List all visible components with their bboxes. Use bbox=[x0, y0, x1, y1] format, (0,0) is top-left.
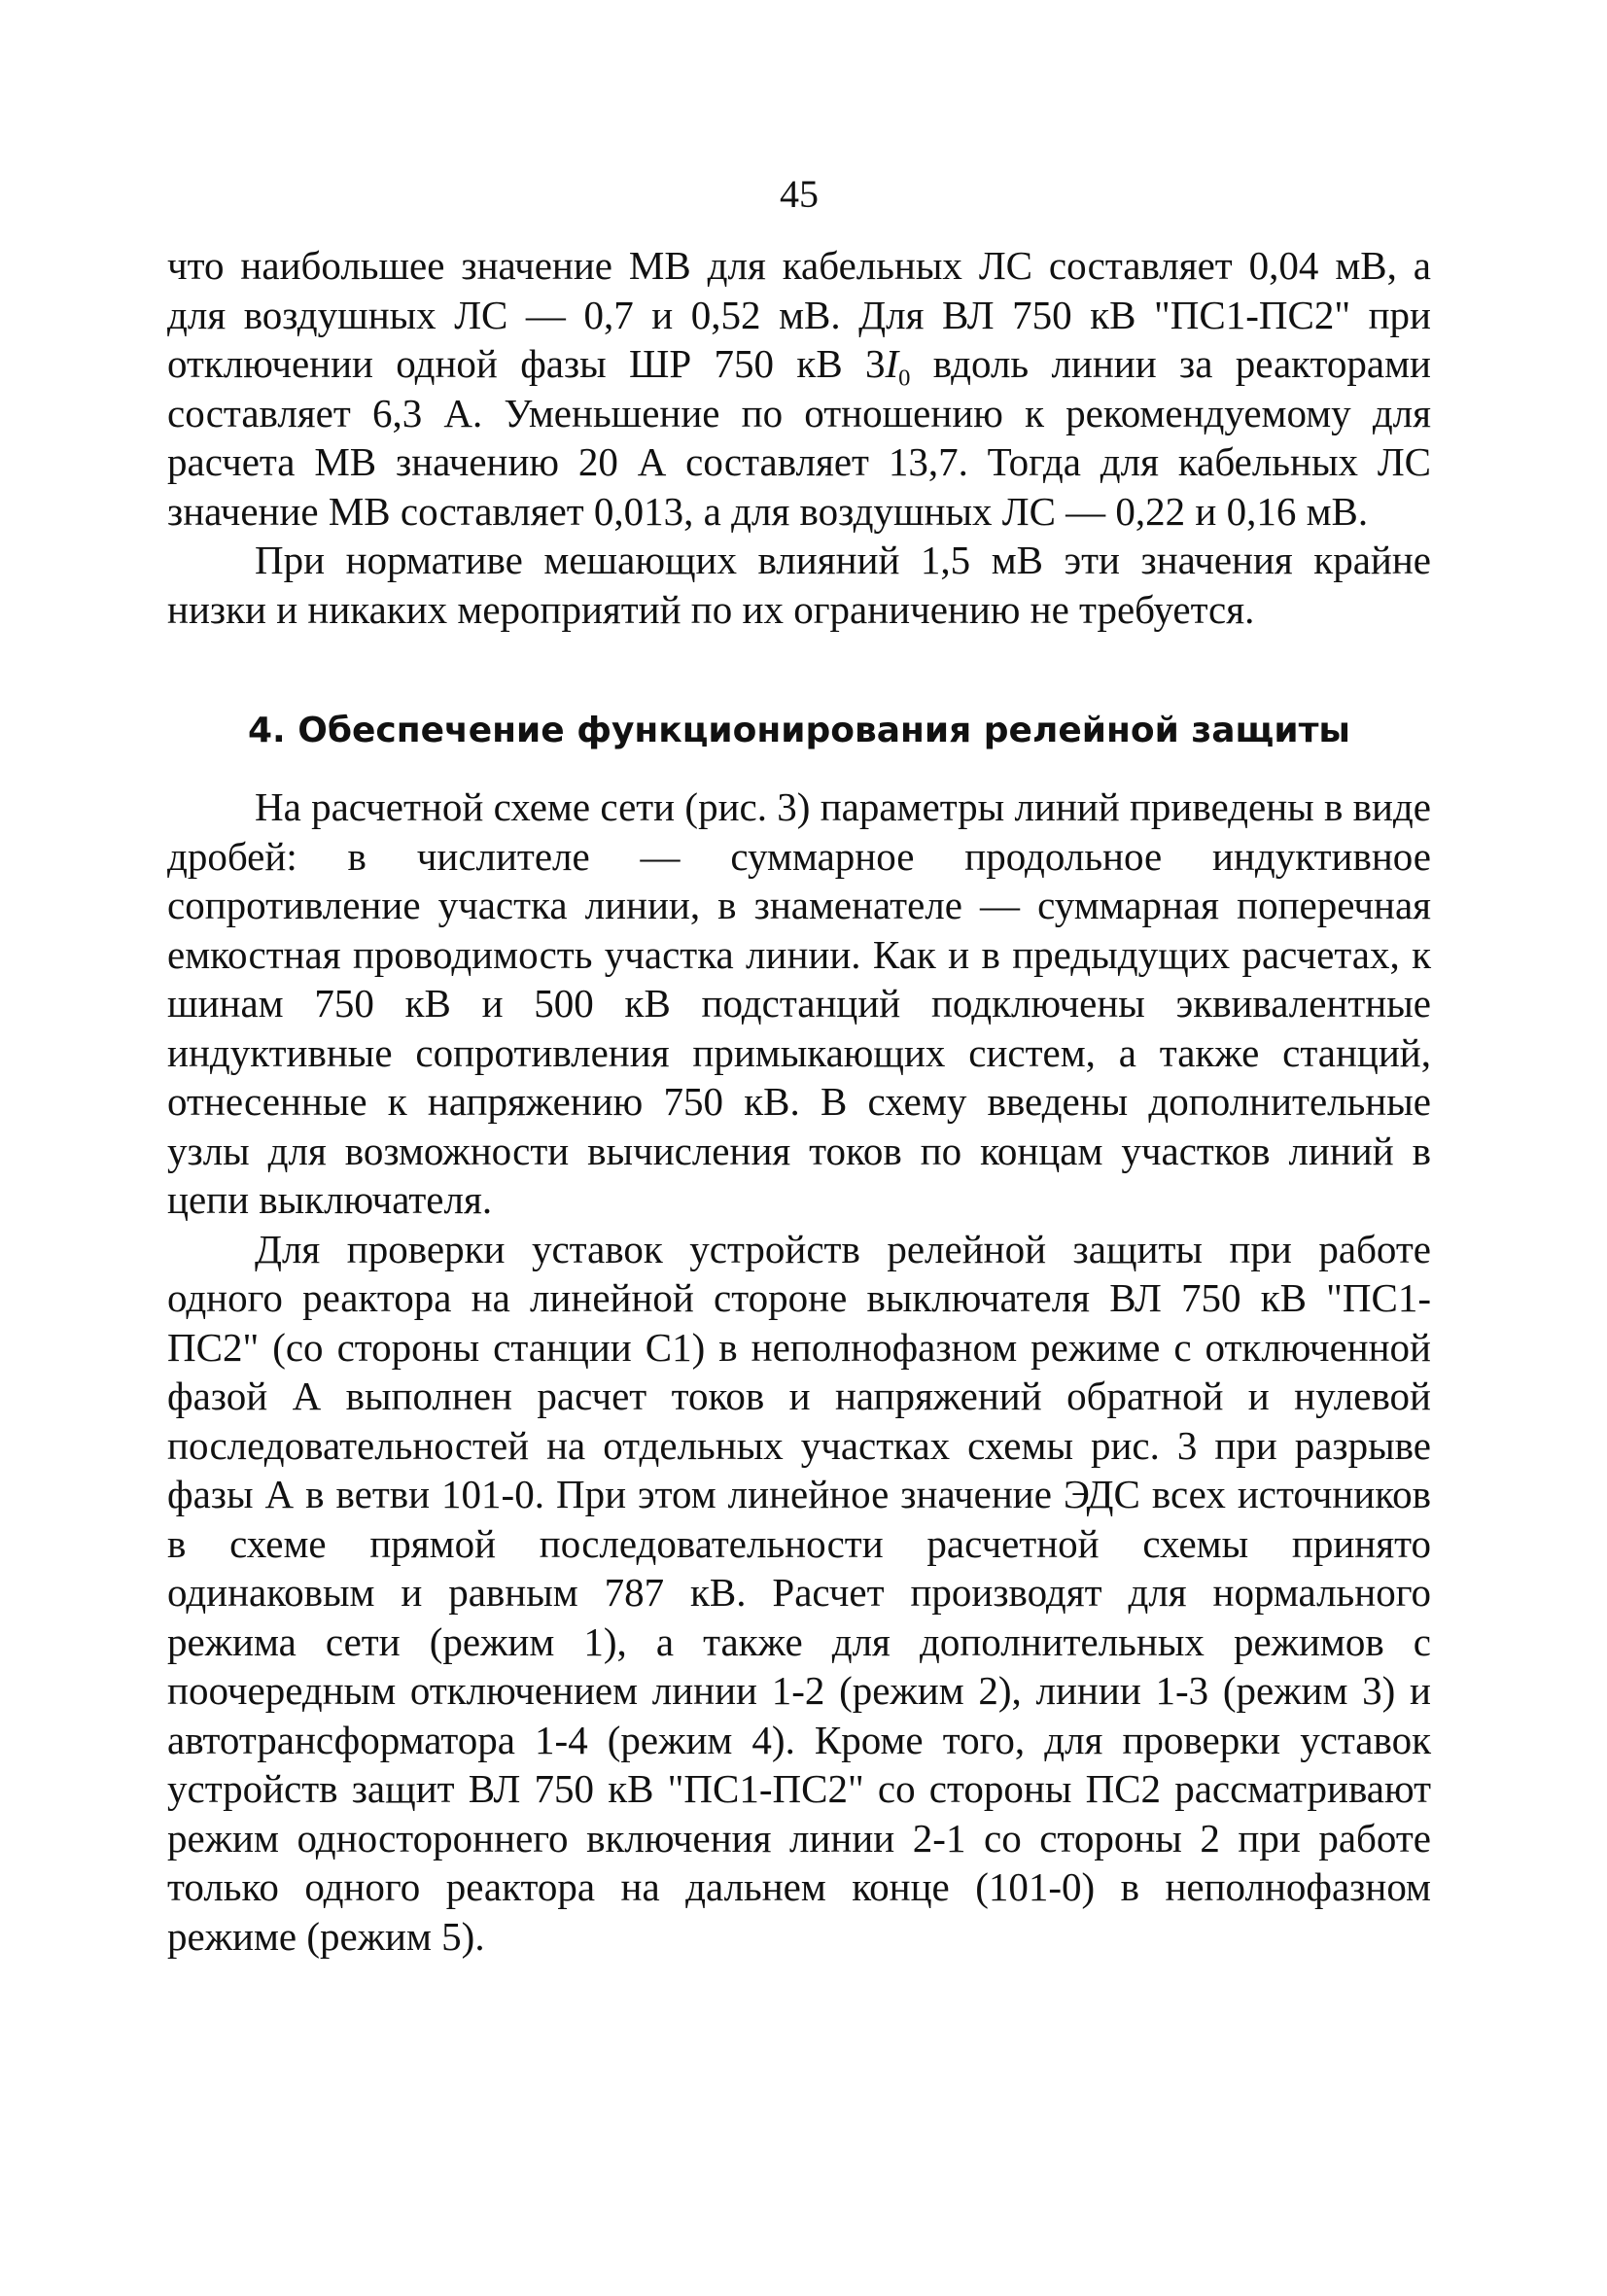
paragraph-1-text-a: что наибольшее значение МВ для кабельных ЛС составляет 0,04 мВ, а для воздушных ЛС — 0,7 и 0,52 мВ. Для ВЛ 750 кВ "ПС1-ПС2" при отключении одной фазы ШР 750 кВ 3 bbox=[167, 243, 1431, 386]
paragraph-2: При нормативе мешающих влияний 1,5 мВ эти значения крайне низки и никаких мероприятий по их ограничению не требуется. bbox=[167, 538, 1431, 632]
paragraph-1 bbox=[167, 241, 1431, 536]
current-subscript: 0 bbox=[898, 365, 911, 392]
paragraph-1-text-b: вдоль линии за реакторами составляет 6,3 А. Уменьшение по отношению к рекомендуемому для расчета МВ значению 20 А составляет 13,7. Тогда для кабельных ЛС значение МВ составляет 0,013, а для воздушных ЛС — 0,22 и 0,16 мВ. bbox=[167, 341, 1432, 534]
section-heading: 4. Обеспечение функционирования релейной защиты bbox=[248, 711, 1350, 750]
paragraph-4: Для проверки уставок устройств релейной защиты при работе одного реактора на линейной стороне выключателя ВЛ 750 кВ "ПС1-ПС2" (со стороны станции С1) в неполнофазном режиме с отключенной фазой А выполнен расчет токов и напряжений обратной и нулевой последовательностей на отдельных участках схемы рис. 3 при разрыве фазы А в ветви 101-0. При этом линейное значение ЭДС всех источников в схеме прямой последовательности расчетной схемы принято одинаковым и равным 787 кВ. Расчет производят для нормального режима сети (режим 1), а также для дополнительных режимов с поочередным отключением линии 1-2 (режим 2), линии 1-3 (режим 3) и автотрансформатора 1-4 (режим 4). Кроме того, для проверки уставок устройств защит ВЛ 750 кВ "ПС1-ПС2" со стороны ПС2 рассматривают режим одностороннего включения линии 2-1 со стороны 2 при работе только одного реактора на дальнем конце (101-0) в неполнофазном режиме (режим 5). bbox=[167, 1226, 1431, 1959]
current-symbol: I bbox=[885, 341, 899, 386]
document-page bbox=[167, 165, 1431, 1961]
page-number: 45 bbox=[780, 172, 819, 216]
paragraph-3: На расчетной схеме сети (рис. 3) параметры линий приведены в виде дробей: в числителе — суммарное продольное индуктивное сопротивление участка линии, в знаменателе — суммарная поперечная емкостная проводимость участка линии. Как и в предыдущих расчетах, к шинам 750 кВ и 500 кВ подстанций подключены эквивалентные индуктивные сопротивления примыкающих систем, а также станций, отнесенные к напряжению 750 кВ. В схему введены дополнительные узлы для возможности вычисления токов по концам участков линий в цепи выключателя. bbox=[167, 784, 1431, 1222]
